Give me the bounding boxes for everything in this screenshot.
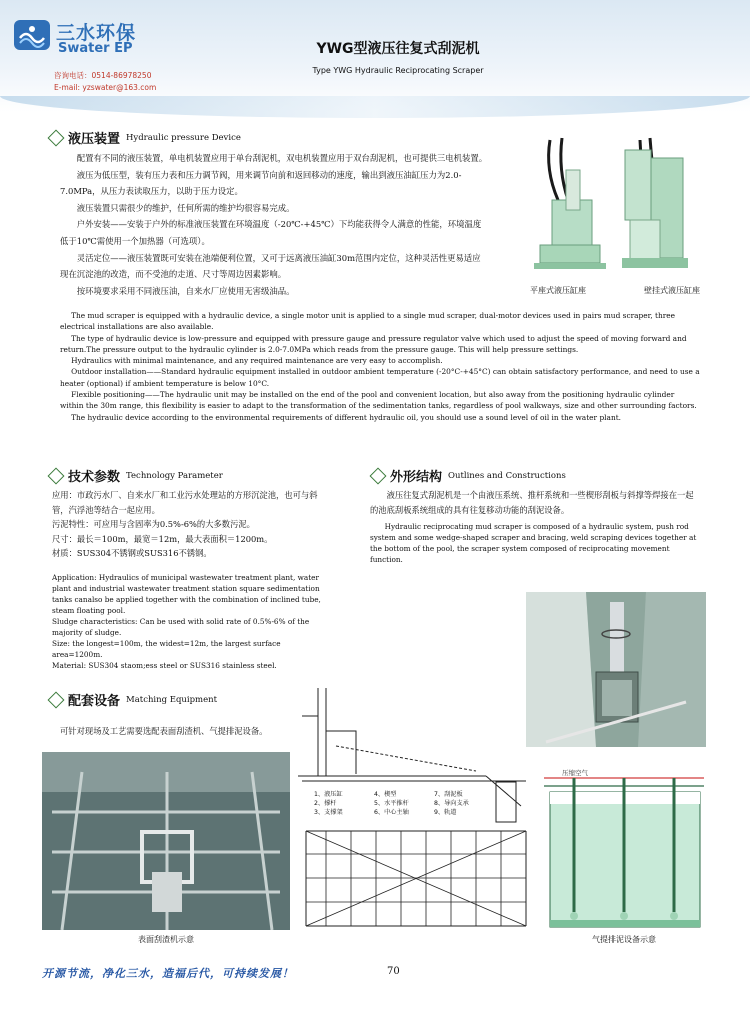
air-lift-diagram <box>540 752 708 932</box>
diamond-bullet-icon <box>370 467 387 484</box>
matching-section-heading <box>50 690 217 709</box>
scraper-technical-drawing <box>296 686 532 942</box>
outline-section-heading <box>372 466 566 485</box>
paragraph: 户外安装——安装于户外的标准液压装置在环境温度（-20℃-+45℃）下均能获得令人满意的性能，环境温度低于10℃需使用一个加热器（可选项）。 <box>60 219 482 246</box>
outline-en: Hydraulic reciprocating mud scraper is composed of a hydraulic system, push rod system and some wedge-shaped scraper and bracing, weld scraping devices together at the bottom of the pool, the scraper system composed of reciprocating movement function. <box>370 522 697 564</box>
logo-text-cn: 三水环保 <box>56 22 137 44</box>
caption-surface-skimmer: 表面刮渣机示意 <box>138 935 194 944</box>
surface-skimmer-photo <box>42 752 290 930</box>
section-title-en: Outlines and Constructions <box>448 470 566 481</box>
paragraph: 配置有不同的液压装置，单电机装置应用于单台刮泥机，双电机装置应用于双台刮泥机，也可提供三电机装置。 <box>76 153 488 163</box>
legend-item: 9、轨道 <box>434 809 457 816</box>
section-title-en: Technology Parameter <box>126 470 223 481</box>
paragraph: 灵活定位——液压装置既可安装在池端便利位置，又可于远离液压油缸30m范围内定位，这种灵活性更易适应现在沉淀池的改造，而不受池的走道、尺寸等周边因素影响。 <box>60 252 481 280</box>
section-title-cn: 液压装置 <box>68 132 121 147</box>
paragraph: The hydraulic device according to the environmental requirements of different hydraulic oil, you should use a sound level of oil in the water plant. <box>71 412 622 422</box>
matching-text: 可针对现场及工艺需要选配表面刮渣机、气提排泥设备。 <box>60 726 268 736</box>
legend-item: 2、撑杆 <box>314 800 337 807</box>
paragraph: The type of hydraulic device is low-pressure and equipped with pressure gauge and pressure regulator valve which used to adjust the speed of moving forward and return.The pressure output to the hydraulic cylinder is 2.0-7.0MPa which reads from the pressure gauge. This will help pressure settings. <box>60 333 687 354</box>
hydraulic-section-heading <box>50 128 241 147</box>
paragraph: The mud scraper is equipped with a hydraulic device, a single motor unit is applied to a single mud scraper, dual-motor devices used in pairs mud scraper, three electrical installations are also available. <box>60 311 676 332</box>
drawing-legend <box>314 790 494 817</box>
legend-item: 1、液压缸 <box>314 791 343 798</box>
legend-item: 6、中心主轴 <box>374 809 409 816</box>
legend-item: 3、支撑架 <box>314 809 343 816</box>
tech-en-text <box>52 572 322 671</box>
paragraph: Outdoor installation——Standard hydraulic equipment installed in outdoor ambient temperature (-20°C-+45°C) can obtain satisfactory performance, and need to use a heater (optional) if ambient temperature is below 10°C. <box>60 367 700 388</box>
tech-line: Material: SUS304 staom;ess steel or SUS316 stainless steel. <box>52 661 277 670</box>
hydraulic-cn-text <box>60 150 488 299</box>
contact-phone: 咨询电话：0514-86978250 <box>54 71 152 80</box>
caption-air-lift: 气提排泥设备示意 <box>592 935 656 944</box>
paragraph: 液压为低压型，装有压力表和压力调节阀，用来调节向前和返回移动的速度，输出到液压油缸压力为2.0-7.0MPa，从压力表读取压力，以助于压力设定。 <box>60 169 462 197</box>
hydraulic-cylinder-photos <box>530 130 700 280</box>
caption-wall-mounted: 壁挂式液压缸座 <box>644 286 700 295</box>
tech-line: 尺寸：最长＝100m，最宽＝12m，最大表面积＝1200m。 <box>52 533 273 544</box>
tech-line: 污泥特性：可应用与含固率为0.5%-6%的大多数污泥。 <box>52 519 255 529</box>
hydraulic-photo-captions <box>530 285 700 296</box>
swater-logo-icon <box>14 20 50 50</box>
legend-item: 4、楔型 <box>374 791 397 798</box>
diamond-bullet-icon <box>48 691 65 708</box>
tech-section-heading <box>50 466 223 485</box>
tech-line: Application: Hydraulics of municipal wastewater treatment plant, water plant and industrial wastewater treatment station square sedimentation tanks canalso be applied together with the combination of inclined tube, steam floating pool. <box>52 573 321 615</box>
outline-text <box>370 488 700 565</box>
tech-cn-text <box>52 488 322 561</box>
section-title-en: Hydraulic pressure Device <box>126 132 241 143</box>
scraper-tank-photo <box>526 592 706 747</box>
header-wave-decoration <box>0 96 750 118</box>
page-number: 70 <box>387 966 400 977</box>
outline-cn: 液压往复式刮泥机是一个由液压系统、推杆系统和一些楔形刮板与斜撑等焊接在一起的池底刮板系统组成的具有往复移动功能的刮泥设备。 <box>370 490 694 515</box>
legend-item: 5、水平推杆 <box>374 800 409 807</box>
tech-line: Sludge characteristics: Can be used with solid rate of 0.5%-6% of the majority of sludge. <box>52 617 310 637</box>
tech-line: Size: the longest=100m, the widest=12m, the largest surface area=1200m. <box>52 639 281 659</box>
paragraph: Flexible positioning——The hydraulic unit may be installed on the end of the pool and convenient location, but also away from the positioning hydraulic cylinder within the 30m range, this flexibility is easier to adapt to the transformation of the sedimentation tanks, regardless of pool walkways, size and other surrounding factors. <box>60 390 697 411</box>
tech-line: 应用：市政污水厂、自来水厂和工业污水处理站的方形沉淀池，也可与斜管，汽浮池等结合一起应用。 <box>52 490 318 515</box>
section-title-cn: 配套设备 <box>68 694 121 709</box>
hydraulic-en-text <box>60 310 700 423</box>
section-title-cn: 技术参数 <box>68 470 121 485</box>
footer-slogan: 开源节流，净化三水，造福后代，可持续发展！ <box>42 967 294 980</box>
page-title-cn: YWG型液压往复式刮泥机 <box>316 41 480 57</box>
contact-email[interactable]: E-mail: yzswater@163.com <box>54 83 157 92</box>
legend-item: 8、导向支承 <box>434 800 469 807</box>
section-title-cn: 外形结构 <box>390 470 443 485</box>
page-title-en: Type YWG Hydraulic Reciprocating Scraper <box>312 66 484 75</box>
diamond-bullet-icon <box>48 129 65 146</box>
tech-line: 材质：SUS304不锈钢或SUS316不锈钢。 <box>52 548 212 558</box>
diamond-bullet-icon <box>48 467 65 484</box>
logo-text-en: Swater EP <box>58 41 133 56</box>
caption-flat-seat: 平座式液压缸座 <box>530 286 586 295</box>
section-title-en: Matching Equipment <box>126 694 218 705</box>
paragraph: 液压装置只需很少的维护，任何所需的维护均很容易完成。 <box>76 202 295 213</box>
legend-item: 7、刮泥板 <box>434 791 463 798</box>
paragraph: Hydraulics with minimal maintenance, and any required maintenance are very easy to accomplish. <box>71 356 443 366</box>
paragraph: 按环境要求采用不同液压油，自来水厂应使用无害级油品。 <box>76 285 295 296</box>
compressed-air-label: 压缩空气 <box>562 769 588 777</box>
